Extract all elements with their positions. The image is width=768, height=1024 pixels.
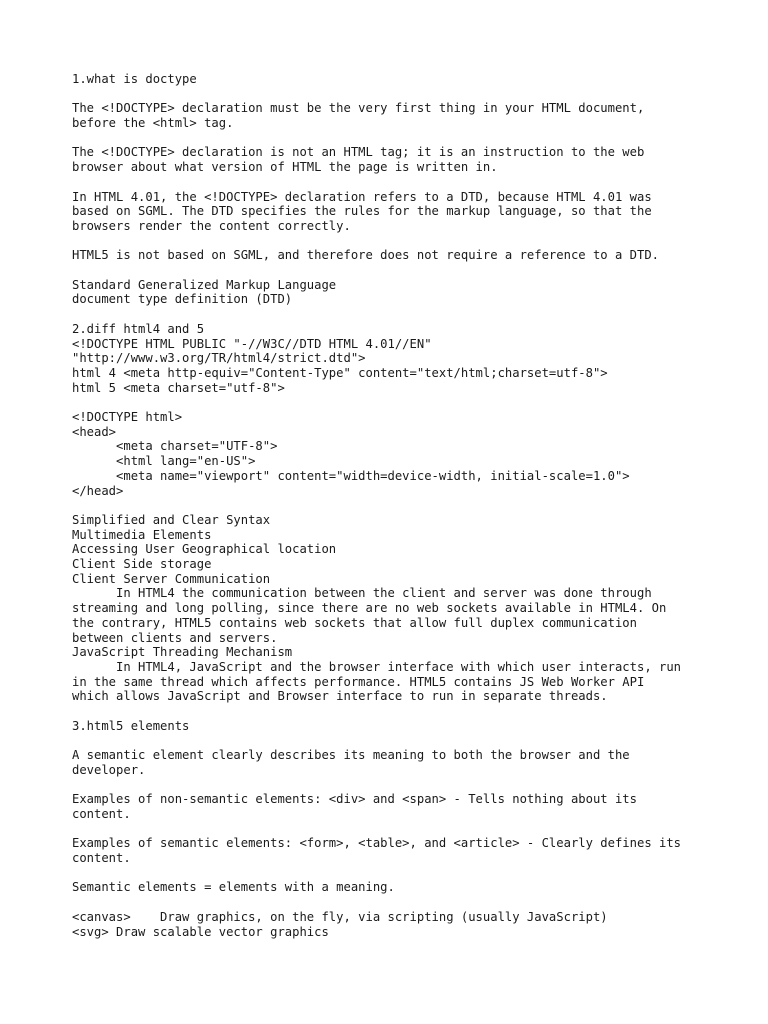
text-line: 3.html5 elements	[72, 718, 190, 733]
paragraph	[72, 792, 762, 821]
text-line: In HTML 4.01, the <!DOCTYPE> declaration refers to a DTD, because HTML 4.01 was	[72, 189, 652, 204]
text-line: "http://www.w3.org/TR/html4/strict.dtd">	[72, 351, 366, 366]
paragraph	[72, 910, 762, 939]
text-line: <meta name="viewport" content="width=device-width, initial-scale=1.0">	[72, 468, 630, 483]
text-line: before the <html> tag.	[72, 116, 234, 131]
text-line: streaming and long polling, since there are no web sockets available in HTML4. On	[72, 601, 667, 616]
text-line: A semantic element clearly describes its meaning to both the browser and the	[72, 748, 630, 763]
text-line: <!DOCTYPE HTML PUBLIC "-//W3C//DTD HTML 4.01//EN"	[72, 336, 432, 351]
text-line: <html lang="en-US">	[72, 454, 256, 469]
text-line: Examples of non-semantic elements: <div> and <span> - Tells nothing about its	[72, 792, 637, 807]
paragraph	[72, 101, 762, 130]
text-line: based on SGML. The DTD specifies the rules for the markup language, so that the	[72, 204, 652, 219]
text-line: content.	[72, 851, 131, 866]
paragraph	[72, 278, 762, 307]
text-line: which allows JavaScript and Browser interface to run in separate threads.	[72, 689, 608, 704]
text-line: html 5 <meta charset="utf-8">	[72, 380, 285, 395]
paragraph	[72, 322, 762, 396]
paragraph	[72, 513, 762, 704]
paragraph	[72, 145, 762, 174]
text-line: Examples of semantic elements: <form>, <table>, and <article> - Clearly defines its	[72, 836, 682, 851]
paragraph	[72, 836, 762, 865]
text-line: between clients and servers.	[72, 630, 278, 645]
paragraph	[72, 190, 762, 234]
text-line: 2.diff html4 and 5	[72, 321, 205, 336]
text-line: developer.	[72, 762, 146, 777]
text-line: content.	[72, 806, 131, 821]
paragraph	[72, 880, 762, 895]
text-line: Client Side storage	[72, 557, 212, 572]
paragraph	[72, 72, 762, 87]
text-line: document type definition (DTD)	[72, 292, 293, 307]
paragraph	[72, 248, 762, 263]
text-line: </head>	[72, 483, 124, 498]
text-line: The <!DOCTYPE> declaration must be the very first thing in your HTML document,	[72, 101, 645, 116]
text-line: Standard Generalized Markup Language	[72, 277, 337, 292]
text-line: html 4 <meta http-equiv="Content-Type" content="text/html;charset=utf-8">	[72, 365, 608, 380]
text-line: Semantic elements = elements with a meaning.	[72, 880, 395, 895]
text-line: <svg> Draw scalable vector graphics	[72, 924, 329, 939]
text-line: Accessing User Geographical location	[72, 542, 337, 557]
paragraph	[72, 748, 762, 777]
text-line: browsers render the content correctly.	[72, 218, 351, 233]
document-body	[72, 72, 762, 954]
text-line: In HTML4 the communication between the client and server was done through	[72, 586, 652, 601]
text-line: <!DOCTYPE html>	[72, 410, 183, 425]
text-line: <meta charset="UTF-8">	[72, 439, 278, 454]
text-line: The <!DOCTYPE> declaration is not an HTML tag; it is an instruction to the web	[72, 145, 645, 160]
text-line: HTML5 is not based on SGML, and therefore does not require a reference to a DTD.	[72, 248, 659, 263]
text-line: <canvas> Draw graphics, on the fly, via scripting (usually JavaScript)	[72, 909, 608, 924]
text-line: <head>	[72, 424, 117, 439]
text-line: Client Server Communication	[72, 571, 271, 586]
text-line: In HTML4, JavaScript and the browser interface with which user interacts, run	[72, 660, 682, 674]
paragraph	[72, 410, 762, 498]
text-line: JavaScript Threading Mechanism	[72, 645, 293, 660]
text-line: 1.what is doctype	[72, 72, 197, 86]
paragraph	[72, 719, 762, 734]
text-line: the contrary, HTML5 contains web sockets that allow full duplex communication	[72, 615, 637, 630]
text-line: browser about what version of HTML the page is written in.	[72, 160, 498, 175]
text-line: Multimedia Elements	[72, 527, 212, 542]
text-line: in the same thread which affects performance. HTML5 contains JS Web Worker API	[72, 674, 645, 689]
text-line: Simplified and Clear Syntax	[72, 512, 271, 527]
